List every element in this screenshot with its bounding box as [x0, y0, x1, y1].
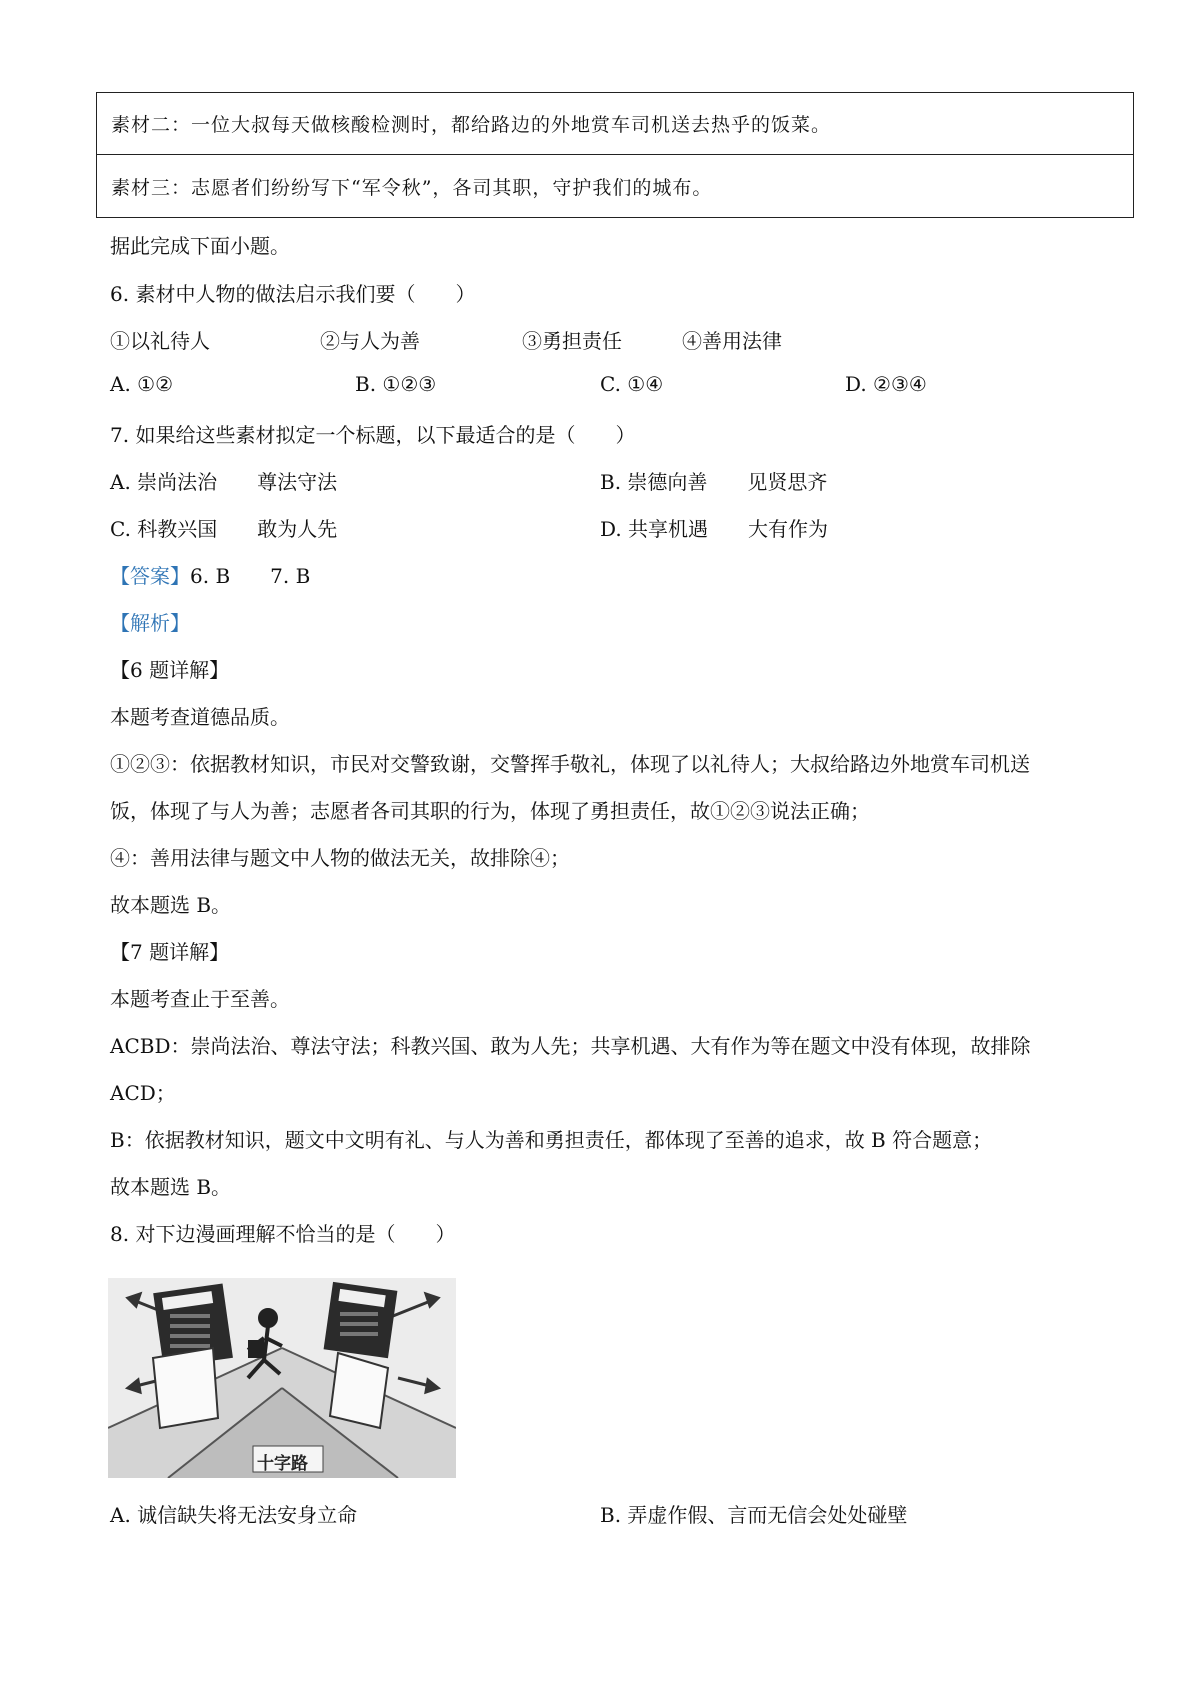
- q6-statement-1: ①以礼待人: [110, 329, 210, 353]
- q7-option-b: B. 崇德向善 见贤思齐: [600, 470, 828, 494]
- d7-line-4: B：依据教材知识，题文中文明有礼、与人为善和勇担责任，都体现了至善的追求，故 B 符合题意；: [110, 1128, 993, 1152]
- answer-text: 6. B 7. B: [190, 564, 311, 588]
- d7-title: 【7 题详解】: [110, 940, 230, 964]
- q6-statement-3: ③勇担责任: [522, 329, 622, 353]
- q7-option-d: D. 共享机遇 大有作为: [600, 517, 829, 541]
- d6-line-4: ④：善用法律与题文中人物的做法无关，故排除④；: [110, 846, 570, 870]
- q6-option-a: A. ①②: [110, 372, 174, 396]
- intro-text: 据此完成下面小题。: [110, 234, 290, 258]
- q7-stem: 7. 如果给这些素材拟定一个标题，以下最适合的是（ ）: [110, 423, 636, 447]
- q7-option-a: A. 崇尚法治 尊法守法: [110, 470, 338, 494]
- d6-line-5: 故本题选 B。: [110, 893, 232, 917]
- d6-line-1: 本题考查道德品质。: [110, 705, 290, 729]
- d6-line-3: 饭，体现了与人为善；志愿者各司其职的行为，体现了勇担责任，故①②③说法正确；: [110, 799, 870, 823]
- q6-statement-2: ②与人为善: [320, 329, 420, 353]
- q6-option-c: C. ①④: [600, 372, 664, 396]
- q6-stem: 6. 素材中人物的做法启示我们要（ ）: [110, 282, 476, 306]
- d6-line-2: ①②③：依据教材知识，市民对交警致谢，交警挥手敬礼，体现了以礼待人；大叔给路边外地赏车司机送: [110, 752, 1030, 776]
- d7-line-5: 故本题选 B。: [110, 1175, 232, 1199]
- crossroads-cartoon-image: [108, 1278, 456, 1478]
- cartoon-drawing: [108, 1278, 456, 1478]
- d7-line-1: 本题考查止于至善。: [110, 987, 290, 1011]
- d7-line-3: ACD；: [110, 1081, 176, 1105]
- d7-line-2: ACBD：崇尚法治、尊法守法；科教兴国、敢为人先；共享机遇、大有作为等在题文中没有体现，故排除: [110, 1034, 1031, 1058]
- q6-option-b: B. ①②③: [355, 372, 437, 396]
- answer-line: [110, 560, 310, 589]
- q6-statement-4: ④善用法律: [682, 329, 782, 353]
- material-row-2: 素材二：一位大叔每天做核酸检测时，都给路边的外地赏车司机送去热乎的饭菜。: [97, 93, 1133, 155]
- q8-option-b: B. 弄虚作假、言而无信会处处碰壁: [600, 1503, 908, 1527]
- cartoon-sign-label: 十字路: [257, 1454, 308, 1474]
- q7-option-c: C. 科教兴国 敢为人先: [110, 517, 338, 541]
- q6-option-d: D. ②③④: [845, 372, 927, 396]
- material-row-3: 素材三：志愿者们纷纷写下“军令秋”，各司其职，守护我们的城布。: [111, 176, 713, 199]
- q8-stem: 8. 对下边漫画理解不恰当的是（ ）: [110, 1222, 456, 1246]
- answer-tag: 【答案】: [110, 564, 190, 588]
- d6-title: 【6 题详解】: [110, 658, 230, 682]
- materials-table: [96, 92, 1134, 218]
- analysis-tag: 【解析】: [110, 611, 190, 635]
- q8-option-a: A. 诚信缺失将无法安身立命: [110, 1503, 358, 1527]
